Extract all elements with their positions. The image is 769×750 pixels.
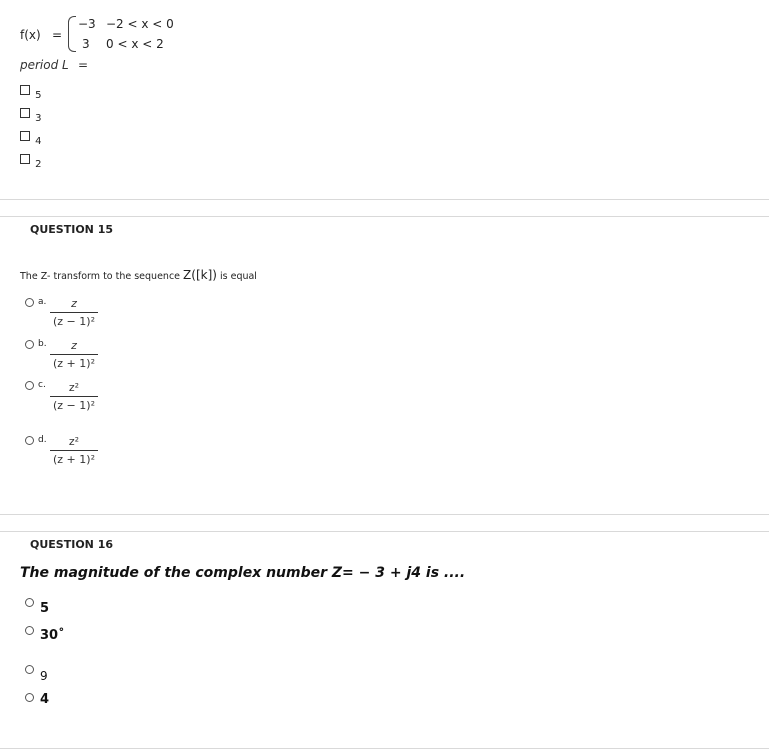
option-letter: a. [38, 297, 47, 307]
option-label: 4 [35, 136, 42, 147]
case1-condition: −2 < x < 0 [106, 17, 174, 31]
option-letter: c. [38, 380, 46, 390]
fraction-bar [50, 312, 98, 313]
numerator: z [71, 339, 77, 352]
divider [0, 216, 769, 217]
period-label: period L [20, 58, 69, 72]
q16-radio-1[interactable] [25, 598, 34, 607]
question-16-prompt: The magnitude of the complex number Z= − 3 + j4 is .... [20, 565, 466, 581]
case1-value: −3 [78, 17, 96, 31]
q14-option-3[interactable] [20, 126, 41, 145]
divider [0, 199, 769, 200]
prompt-math: Z([k]) [183, 268, 217, 282]
q16-radio-4[interactable] [25, 693, 34, 702]
case2-value: 3 [82, 37, 90, 51]
checkbox[interactable] [20, 108, 30, 118]
radio-a[interactable] [25, 298, 34, 307]
option-label: 2 [35, 159, 42, 170]
fraction-bar [50, 450, 98, 451]
q16-option-3-label: 9 [40, 669, 48, 683]
checkbox[interactable] [20, 131, 30, 141]
piecewise-brace [68, 16, 76, 52]
option-a-fraction [50, 297, 98, 328]
case2-condition: 0 < x < 2 [106, 37, 164, 51]
radio-d[interactable] [25, 436, 34, 445]
q16-option-4-label: 4 [40, 692, 50, 707]
question-16-title: QUESTION 16 [30, 538, 114, 551]
numerator: z² [68, 381, 80, 394]
fraction-bar [50, 396, 98, 397]
q14-option-2[interactable] [20, 103, 41, 122]
option-label: 5 [35, 90, 42, 101]
option-b-fraction [50, 339, 98, 370]
divider [0, 748, 769, 749]
function-label: f(x) [20, 28, 41, 42]
radio-b[interactable] [25, 340, 34, 349]
question-15-title: QUESTION 15 [30, 223, 114, 236]
prompt-end: is equal [219, 271, 257, 282]
q14-option-1[interactable] [20, 80, 41, 99]
question-15-prompt [20, 268, 257, 282]
checkbox[interactable] [20, 154, 30, 164]
option-label: 3 [35, 113, 42, 124]
denominator: (z − 1)² [53, 399, 95, 412]
option-letter: b. [38, 339, 47, 349]
numerator: z² [68, 435, 80, 448]
period-equals: = [78, 58, 89, 72]
option-letter: d. [38, 435, 47, 445]
option-c-fraction [50, 381, 98, 412]
denominator: (z + 1)² [53, 357, 95, 370]
q16-option-1-label: 5 [40, 601, 50, 616]
equals-sign: = [52, 28, 63, 42]
q16-radio-3[interactable] [25, 665, 34, 674]
checkbox[interactable] [20, 85, 30, 95]
denominator: (z − 1)² [53, 315, 95, 328]
radio-c[interactable] [25, 381, 34, 390]
divider [0, 531, 769, 532]
denominator: (z + 1)² [53, 453, 95, 466]
q16-radio-2[interactable] [25, 626, 34, 635]
divider [0, 514, 769, 515]
prompt-text: The Z- transform to the sequence [20, 271, 181, 282]
option-d-fraction [50, 435, 98, 466]
q16-option-2-label: 30˚ [40, 628, 65, 643]
numerator: z [71, 297, 77, 310]
fraction-bar [50, 354, 98, 355]
q14-option-4[interactable] [20, 149, 41, 168]
